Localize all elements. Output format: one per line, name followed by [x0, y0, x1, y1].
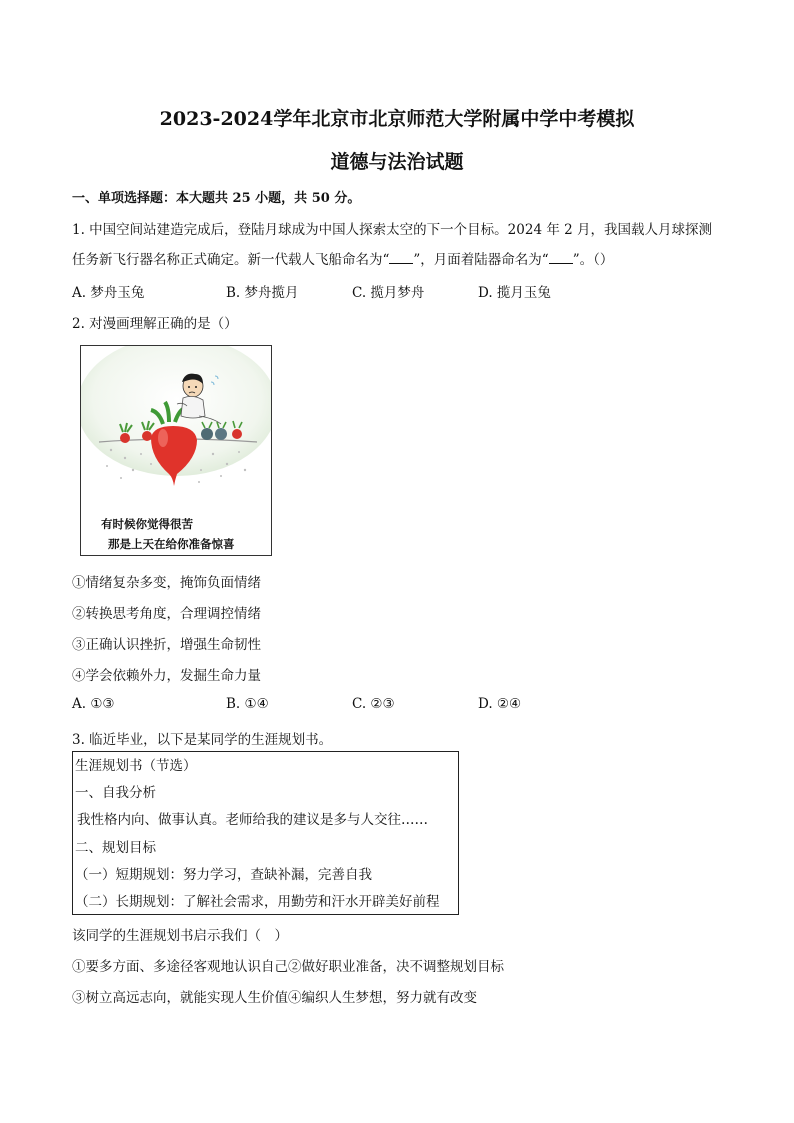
section-desc-a: 本大题共: [176, 191, 233, 206]
page-title: 2023-2024学年北京市北京师范大学附属中学中考模拟: [159, 108, 635, 130]
total-score: 50: [311, 191, 330, 206]
section-header: [72, 187, 360, 206]
q1-option-b[interactable]: B. 梦舟揽月: [226, 285, 299, 301]
q1-stem-line2: [72, 248, 613, 268]
plan-self-analysis-text: 我性格内向、做事认真。老师给我的建议是多与人交往……: [77, 812, 428, 828]
q3-question: 该同学的生涯规划书启示我们（ ）: [72, 928, 288, 944]
q1-option-c[interactable]: C. 揽月梦舟: [352, 285, 425, 301]
section-label: 一、单项选择题：: [72, 191, 177, 206]
question-count: 25: [232, 191, 251, 206]
q1-option-d[interactable]: D. 揽月玉兔: [478, 285, 551, 301]
section-desc-c: 分。: [329, 191, 361, 206]
q2-stem: 2. 对漫画理解正确的是（）: [72, 316, 238, 332]
q1-line2-part-b: ”，月面着陆器命名为“: [413, 252, 549, 268]
answer-blank: [389, 253, 413, 264]
q2-statement-1: ①情绪复杂多变，掩饰负面情绪: [72, 575, 261, 591]
q1-option-a[interactable]: A. 梦舟玉兔: [72, 285, 145, 301]
plan-heading-goals: 二、规划目标: [75, 840, 156, 856]
q1-line2-part-a: 任务新飞行器名称正式确定。新一代载人飞船命名为“: [72, 252, 390, 268]
page-subtitle: 道德与法治试题: [330, 151, 464, 173]
section-desc-b: 小题，共: [250, 191, 312, 206]
q1-stem-line1: 1. 中国空间站建造完成后，登陆月球成为中国人探索太空的下一个目标。2024 年 2 月，我国载人月球探测: [72, 222, 712, 238]
q1-line2-part-c: ”。（）: [572, 252, 614, 268]
cartoon-caption-line2: 那是上天在给你准备惊喜: [108, 537, 235, 551]
cartoon-caption-line1: 有时候你觉得很苦: [101, 517, 193, 531]
q2-option-a[interactable]: A. ①③: [72, 696, 115, 712]
career-plan-box: [72, 751, 459, 915]
q3-statements-line1: ①要多方面、多途径客观地认识自己②做好职业准备，决不调整规划目标: [72, 959, 504, 975]
q2-option-c[interactable]: C. ②③: [352, 696, 395, 712]
q3-statements-line2: ③树立高远志向，就能实现人生价值④编织人生梦想，努力就有改变: [72, 990, 477, 1006]
plan-long-term: （二）长期规划：了解社会需求，用勤劳和汗水开辟美好前程: [75, 894, 440, 910]
q2-statement-4: ④学会依赖外力，发掘生命力量: [72, 668, 261, 684]
answer-blank: [549, 253, 573, 264]
q2-option-b[interactable]: B. ①④: [226, 696, 269, 712]
q3-stem: 3. 临近毕业，以下是某同学的生涯规划书。: [72, 732, 333, 748]
cartoon-image: [80, 345, 272, 556]
plan-short-term: （一）短期规划：努力学习，查缺补漏，完善自我: [75, 867, 372, 883]
q2-statement-2: ②转换思考角度，合理调控情绪: [72, 606, 261, 622]
q2-option-d[interactable]: D. ②④: [478, 696, 522, 712]
plan-heading-self-analysis: 一、自我分析: [75, 785, 156, 801]
q2-statement-3: ③正确认识挫折，增强生命韧性: [72, 637, 261, 653]
plan-title: 生涯规划书（节选）: [75, 758, 197, 774]
